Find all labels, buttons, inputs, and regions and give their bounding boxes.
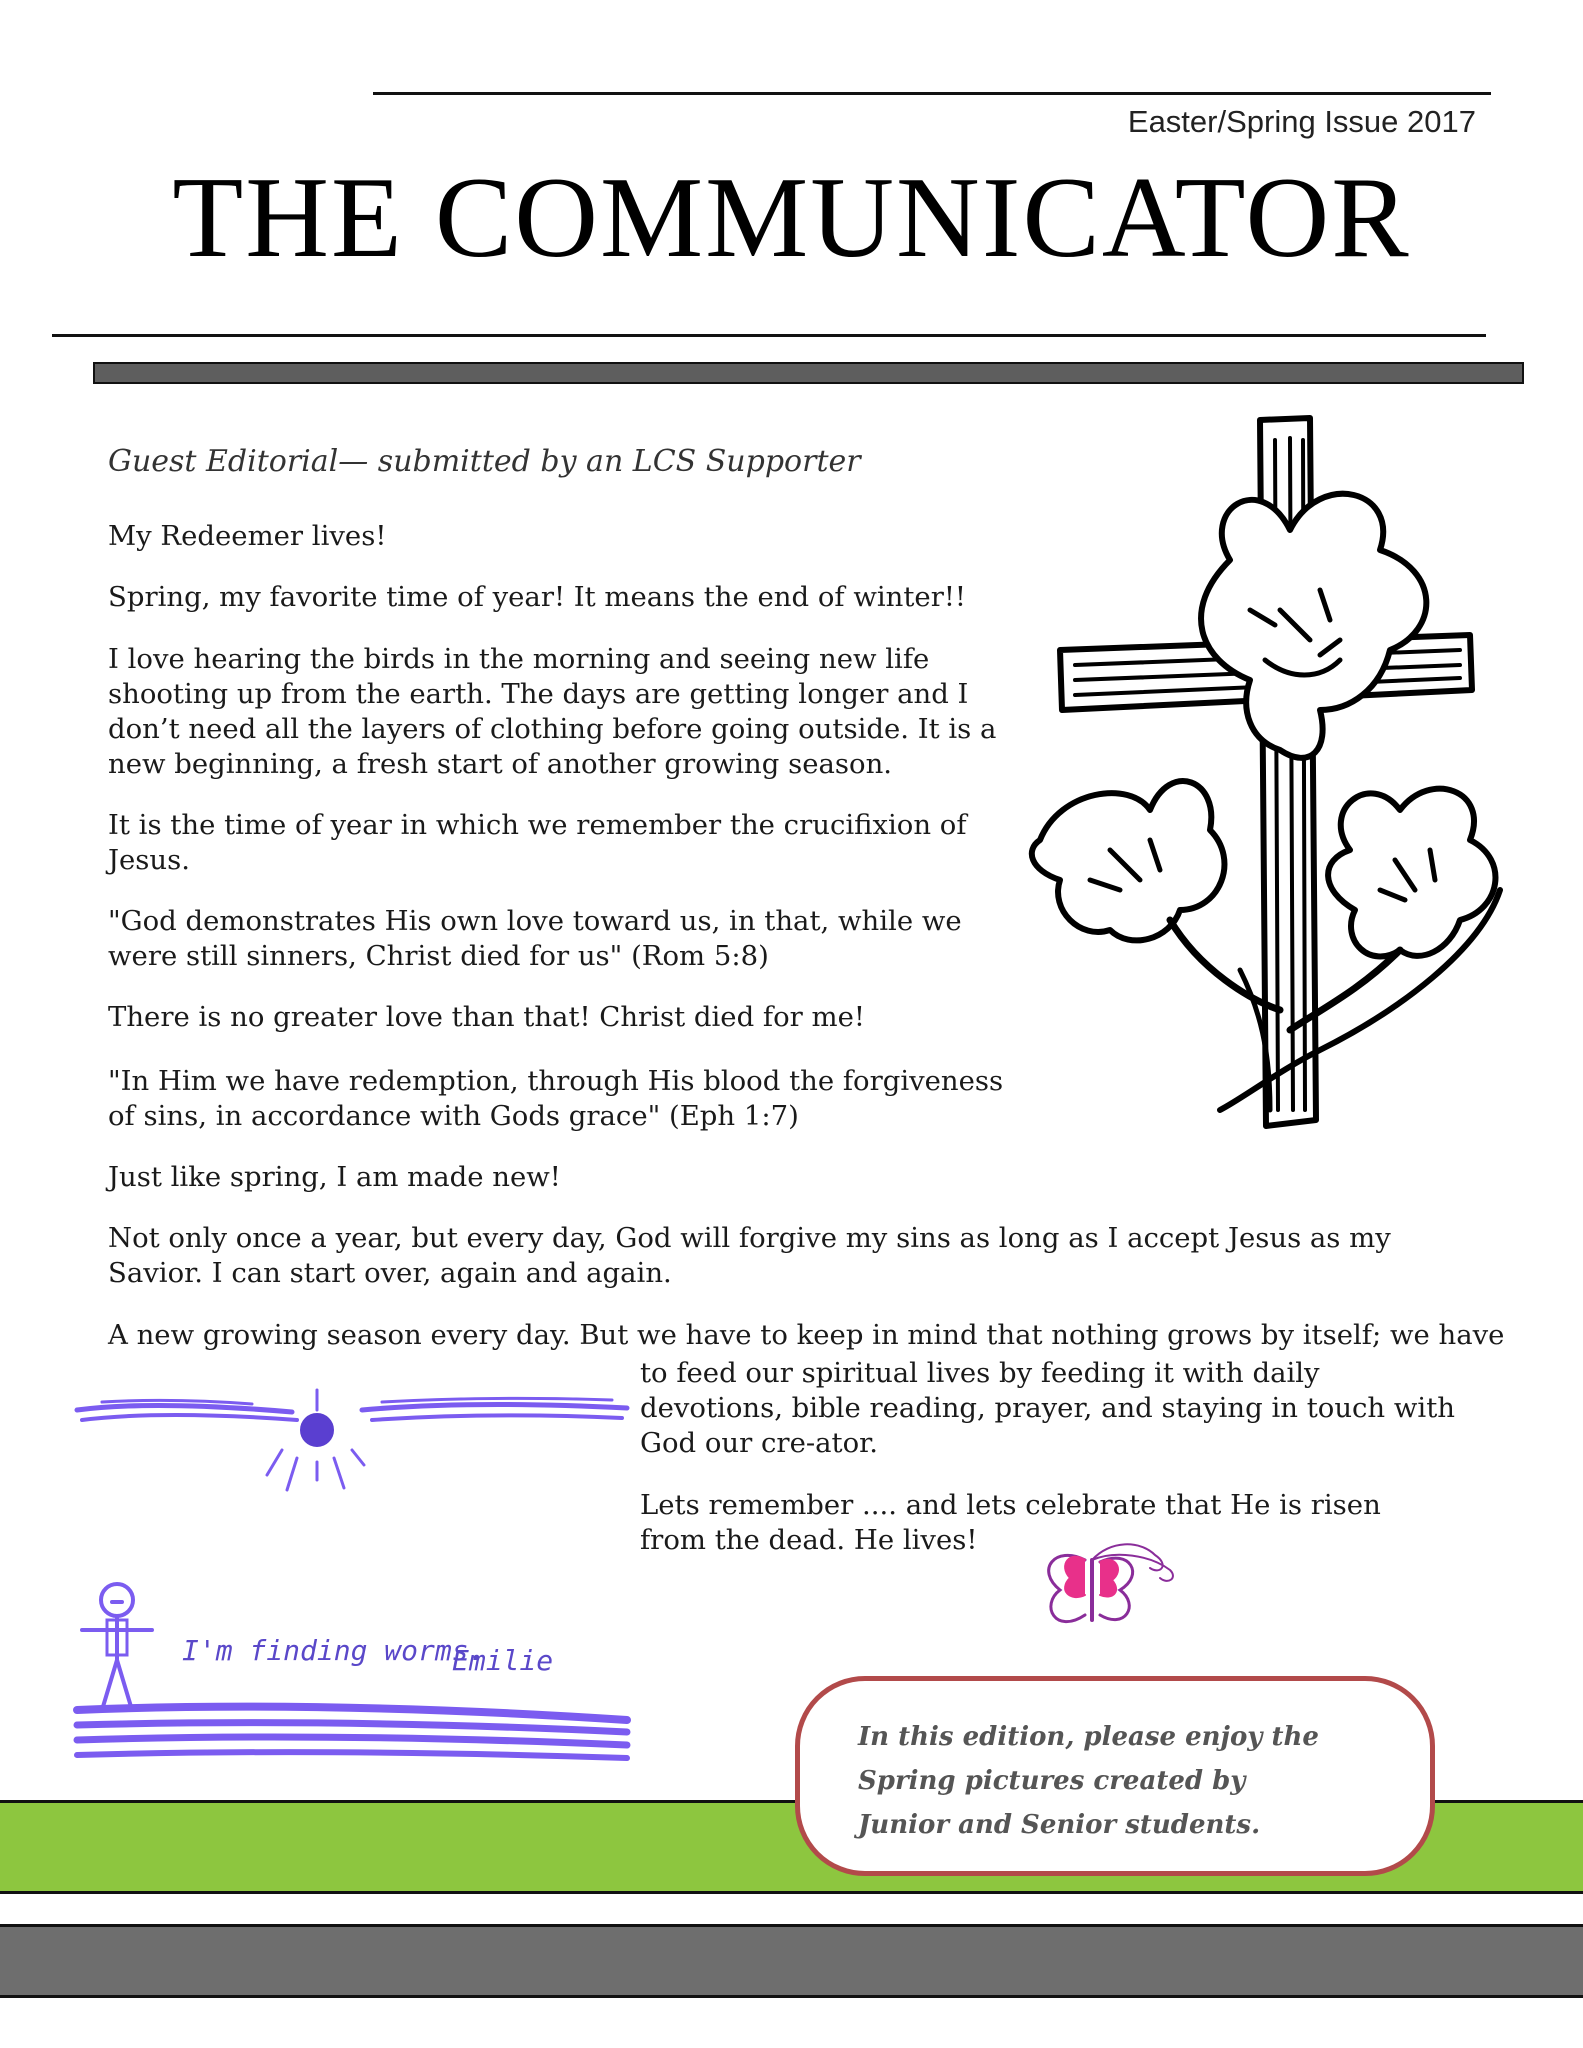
drawing-artist: Emilie <box>452 1644 554 1677</box>
article-paragraph: to feed our spiritual lives by feeding it with daily devotions, bible reading, prayer, and staying in touch with God our cre-ator. <box>640 1357 1455 1459</box>
butterfly-icon <box>1030 1540 1180 1640</box>
article-paragraph: Lets remember .... and lets celebrate that He is risen from the dead. He lives! <box>640 1489 1381 1556</box>
article-byline: Guest Editorial— submitted by an LCS Supporter <box>108 444 861 479</box>
article-paragraph: There is no greater love than that! Christ died for me! <box>108 1001 865 1033</box>
header-rule-top <box>373 92 1491 95</box>
article-paragraph: "In Him we have redemption, through His blood the forgiveness of sins, in accordance with Gods grace" (Eph 1:7) <box>108 1065 1004 1132</box>
drawing-caption: I'm finding worms. <box>182 1634 486 1667</box>
cross-lily-icon <box>1020 410 1520 1130</box>
article-paragraph: Just like spring, I am made new! <box>108 1161 561 1193</box>
article-paragraph: Spring, my favorite time of year! It means the end of winter!! <box>108 581 966 613</box>
article-paragraph: It is the time of year in which we remember the crucifixion of Jesus. <box>108 809 967 876</box>
header-grey-band <box>93 362 1524 384</box>
edition-callout <box>795 1676 1435 1876</box>
article-paragraph: My Redeemer lives! <box>108 520 387 552</box>
student-drawing <box>72 1380 632 1765</box>
article-paragraph: Not only once a year, but every day, God will forgive my sins as long as I accept Jesus as my Savior. I can start over, again and again. <box>108 1222 1391 1289</box>
footer-grey-band <box>0 1924 1583 1998</box>
article-paragraph: I love hearing the birds in the morning and seeing new life shooting up from the earth. The days are getting longer and I don’t need all the layers of clothing before going outside. It is a new beginning, a fresh start of another growing season. <box>108 643 997 780</box>
callout-text: In this edition, please enjoy the Spring pictures created by Junior and Senior students. <box>858 1722 1319 1840</box>
header-rule-bottom <box>52 334 1486 337</box>
article-paragraph: "God demonstrates His own love toward us, in that, while we were still sinners, Christ died for us" (Rom 5:8) <box>108 905 962 972</box>
issue-label: Easter/Spring Issue 2017 <box>1127 104 1476 139</box>
article-paragraph: A new growing season every day. But we have to keep in mind that nothing grows by itself; we have <box>108 1319 1505 1351</box>
masthead-title: THE COMMUNICATOR <box>172 154 1411 282</box>
